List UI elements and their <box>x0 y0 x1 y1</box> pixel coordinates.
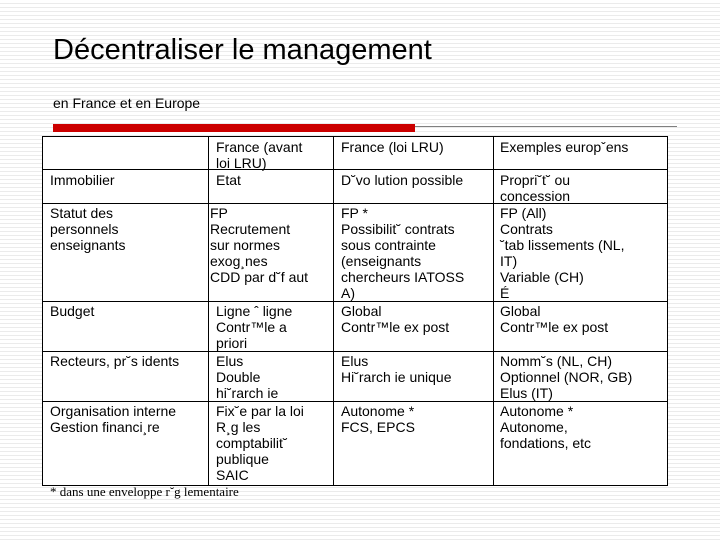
slide-title: Décentraliser le management <box>53 34 432 66</box>
cell-line: IT) <box>500 253 518 269</box>
cell-line: personnels <box>50 221 119 237</box>
cell-line: sur normes <box>210 237 281 253</box>
table-rule <box>43 351 667 352</box>
cell-line: priori <box>216 335 248 351</box>
cell-line: CDD par d˘f aut <box>210 269 309 285</box>
table-rule <box>43 401 667 402</box>
cell-line: France (loi LRU) <box>341 139 444 155</box>
cell-line: A) <box>341 285 355 301</box>
cell-line: publique <box>216 451 269 467</box>
row-label-immobilier <box>50 172 115 188</box>
cell-line: ˘tab lissements (NL, <box>500 237 625 253</box>
cell-line: SAIC <box>216 467 249 483</box>
cell-line: exog¸nes <box>210 253 268 269</box>
cell-line: Nomm˘s (NL, CH) <box>500 353 612 369</box>
slide-subtitle: en France et en Europe <box>53 95 201 111</box>
cell-line: D˘vo lution possible <box>341 172 464 188</box>
table-rule <box>43 169 667 170</box>
table-footnote: * dans une enveloppe r˘g lementaire <box>50 484 239 499</box>
table-rule <box>43 301 667 302</box>
cell-line: Contr™le a <box>216 319 287 335</box>
cell-line: Recteurs, pr˘s idents <box>50 353 180 369</box>
cell-line: Organisation interne <box>50 403 177 419</box>
cell-line: hi˘rarch ie <box>216 385 279 401</box>
cell-line: Autonome * <box>341 403 415 419</box>
cell-line: FCS, EPCS <box>341 419 415 435</box>
cell-line: Autonome * <box>500 403 574 419</box>
cell-line: Optionnel (NOR, GB) <box>500 369 633 385</box>
cell-line: FP (All) <box>500 205 547 221</box>
cell-immobilier-exemples <box>500 172 570 204</box>
cell-line: FP * <box>341 205 368 221</box>
cell-line: R¸g les <box>216 419 261 435</box>
cell-line: (enseignants <box>341 253 422 269</box>
table-rule <box>208 137 209 485</box>
cell-line: Global <box>341 303 382 319</box>
cell-organisation-france-lru <box>341 403 415 435</box>
cell-line: Propri˘t˘ ou <box>500 172 571 188</box>
cell-line: enseignants <box>50 237 126 253</box>
cell-line: Elus <box>216 353 244 369</box>
table-rule <box>43 203 667 204</box>
cell-budget-france-lru <box>341 303 449 335</box>
cell-line: Hi˘rarch ie unique <box>341 369 452 385</box>
cell-line: Variable (CH) <box>500 269 584 285</box>
cell-recteurs-france-lru <box>341 353 452 385</box>
cell-recteurs-france-avant <box>216 353 278 401</box>
cell-statut-exemples <box>500 205 624 301</box>
cell-line: Exemples europˇens <box>500 139 629 155</box>
accent-bar <box>53 124 415 132</box>
cell-budget-france-avant <box>216 303 292 351</box>
row-label-recteurs <box>50 353 179 369</box>
cell-line: Ligne ˆ ligne <box>216 303 293 319</box>
cell-immobilier-france-lru <box>341 172 463 188</box>
cell-budget-exemples <box>500 303 608 335</box>
cell-line: Gestion financi¸re <box>50 419 160 435</box>
row-label-statut <box>50 205 126 253</box>
cell-recteurs-exemples <box>500 353 632 401</box>
header-exemples <box>500 139 628 155</box>
cell-line: chercheurs IATOSS <box>341 269 465 285</box>
cell-line: sous contrainte <box>341 237 436 253</box>
cell-line: Budget <box>50 303 95 319</box>
header-france-lru <box>341 139 444 155</box>
cell-organisation-france-avant <box>216 403 304 483</box>
cell-line: Recrutement <box>210 221 291 237</box>
cell-line: loi LRU) <box>216 155 267 171</box>
cell-line: Double <box>216 369 261 385</box>
cell-immobilier-france-avant <box>216 172 241 188</box>
cell-line: Fix˘e par la loi <box>216 403 304 419</box>
cell-line: É <box>500 285 510 301</box>
cell-line: concession <box>500 188 571 204</box>
cell-statut-france-lru <box>341 205 464 301</box>
cell-line: Possibilit˘ contrats <box>341 221 455 237</box>
cell-line: Contr™le ex post <box>341 319 450 335</box>
cell-line: Etat <box>216 172 241 188</box>
cell-line: FP <box>210 205 228 221</box>
cell-line: Contrats <box>500 221 553 237</box>
cell-statut-france-avant <box>210 205 308 285</box>
cell-line: Global <box>500 303 541 319</box>
cell-organisation-exemples <box>500 403 591 451</box>
comparison-table <box>42 136 668 486</box>
cell-line: Statut des <box>50 205 114 221</box>
cell-line: Immobilier <box>50 172 115 188</box>
cell-line: France (avant <box>216 139 303 155</box>
cell-line: Autonome, <box>500 419 568 435</box>
header-france-avant <box>216 139 302 171</box>
cell-line: Contr™le ex post <box>500 319 609 335</box>
table-rule <box>333 137 334 485</box>
cell-line: Elus <box>341 353 369 369</box>
table-rule <box>493 137 494 485</box>
row-label-budget <box>50 303 94 319</box>
accent-line <box>415 126 677 127</box>
cell-line: Elus (IT) <box>500 385 553 401</box>
cell-line: comptabilit˘ <box>216 435 288 451</box>
row-label-organisation <box>50 403 176 435</box>
cell-line: fondations, etc <box>500 435 592 451</box>
